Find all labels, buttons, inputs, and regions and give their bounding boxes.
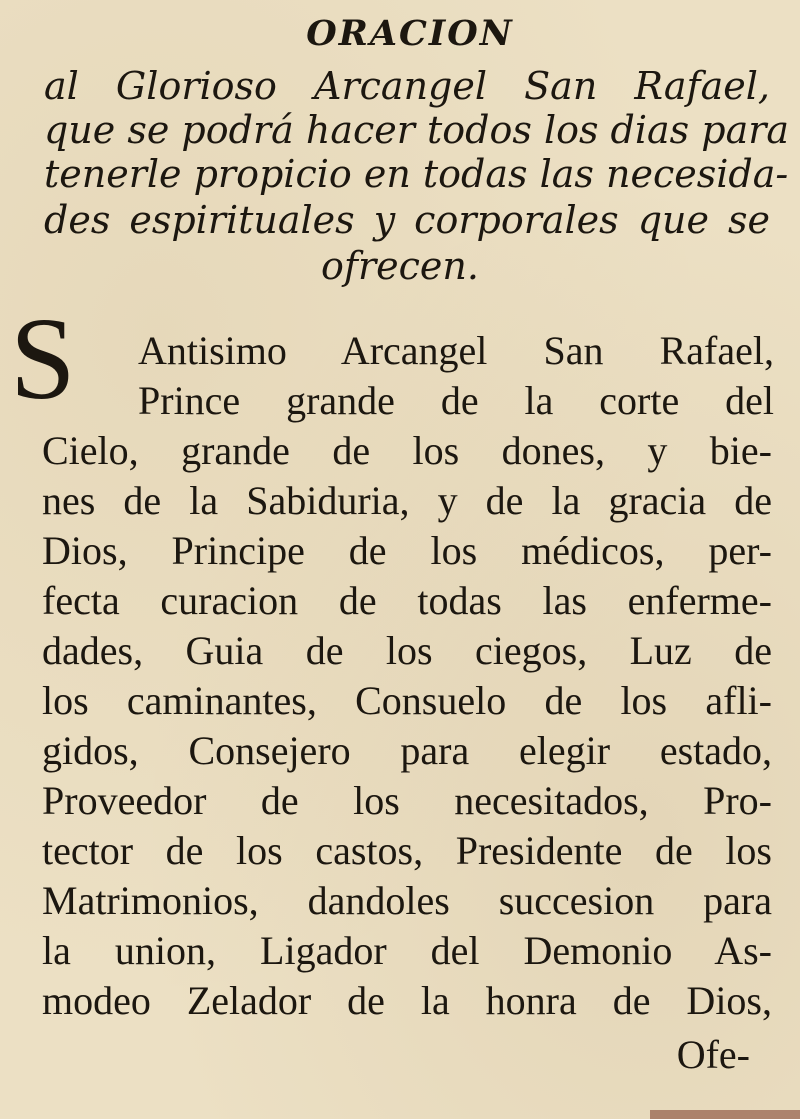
subtitle-line: que se podrá hacer todos los dias para	[44, 108, 790, 152]
prayer-line: tector de los castos, Presidente de los	[42, 828, 772, 873]
prayer-line: gidos, Consejero para elegir estado,	[42, 728, 772, 773]
prayer-title: ORACION	[306, 13, 514, 54]
prayer-line: fecta curacion de todas las enferme-	[42, 578, 772, 623]
subtitle-line: tenerle propicio en todas las necesida-	[44, 152, 789, 196]
prayer-line: la union, Ligador del Demonio As-	[42, 928, 772, 973]
subtitle-line: al Glorioso Arcangel San Rafael,	[44, 64, 770, 108]
prayer-line: modeo Zelador de la honra de Dios,	[42, 978, 772, 1023]
subtitle-line: ofrecen.	[321, 244, 479, 288]
prayer-line: Antisimo Arcangel San Rafael,	[138, 328, 774, 373]
prayer-line: Cielo, grande de los dones, y bie-	[42, 428, 772, 473]
page-edge-stain	[650, 1110, 800, 1119]
subtitle-line: des espirituales y corporales que se	[44, 198, 770, 242]
prayer-line: Prince grande de la corte del	[138, 378, 774, 423]
drop-cap: S	[10, 293, 76, 424]
prayer-line: nes de la Sabiduria, y de la gracia de	[42, 478, 772, 523]
catchword: Ofe-	[676, 1032, 750, 1077]
prayer-line: dades, Guia de los ciegos, Luz de	[42, 628, 772, 673]
prayer-line: Proveedor de los necesitados, Pro-	[42, 778, 772, 823]
prayer-line: Matrimonios, dandoles succesion para	[42, 878, 772, 923]
prayer-line: los caminantes, Consuelo de los afli-	[42, 678, 772, 723]
prayer-line: Dios, Principe de los médicos, per-	[42, 528, 772, 573]
